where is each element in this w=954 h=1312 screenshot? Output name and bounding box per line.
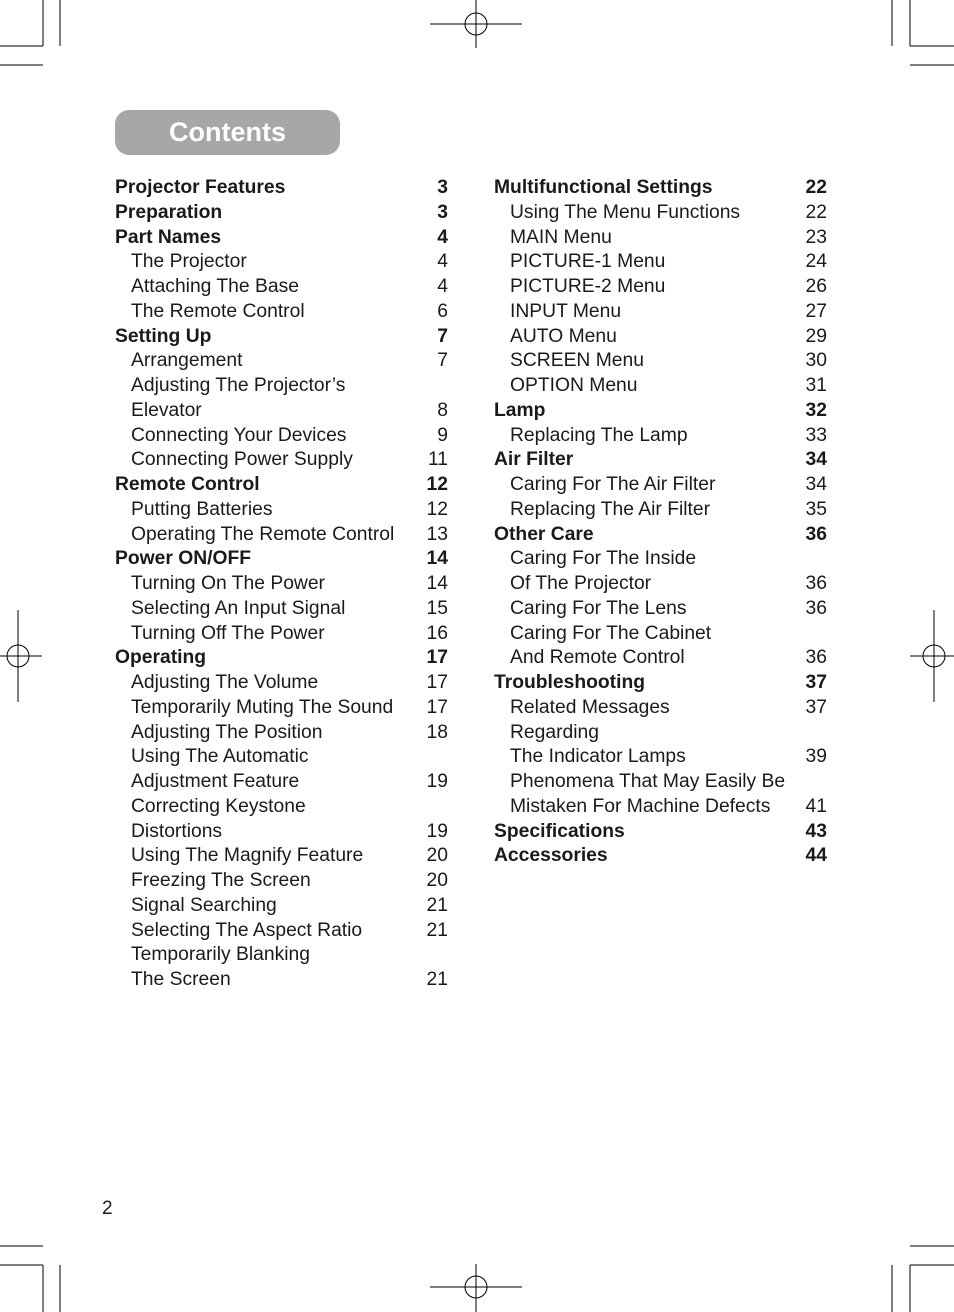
toc-entry-label: Temporarily Blanking	[131, 944, 310, 966]
toc-entry-page: 20	[426, 870, 448, 891]
toc-entry-label: Caring For The Lens	[510, 597, 687, 619]
toc-entry-label: Replacing The Air Filter	[510, 498, 711, 520]
toc-entry-page: 41	[805, 795, 827, 817]
toc-entry-page: 22	[805, 201, 827, 223]
toc-section-entry	[115, 646, 448, 671]
contents-title: Contents	[115, 110, 340, 155]
toc-subsection-entry	[115, 894, 448, 919]
toc-entry-page: 17	[426, 672, 448, 693]
toc-subsection-entry	[494, 597, 827, 622]
toc-entry-page: 7	[437, 325, 448, 347]
toc-subsection-entry	[115, 844, 448, 869]
toc-entry-page: 36	[805, 597, 827, 619]
toc-entry-label: Of The Projector	[510, 573, 652, 594]
page-number: 2	[102, 1198, 113, 1219]
toc-subsection-entry	[494, 325, 827, 350]
toc-entry-label: Elevator	[131, 399, 202, 421]
toc-entry-page: 34	[805, 474, 827, 495]
toc-subsection-entry	[494, 745, 827, 770]
toc-entry-page: 3	[437, 201, 448, 223]
toc-entry-page: 19	[426, 771, 448, 792]
toc-entry-page: 33	[805, 424, 827, 446]
toc-entry-label: The Remote Control	[131, 300, 305, 322]
toc-entry-label: PICTURE-2 Menu	[510, 276, 666, 297]
toc-entry-label: Correcting Keystone	[131, 795, 306, 817]
toc-entry-page: 22	[805, 177, 827, 198]
toc-entry-page: 17	[426, 696, 448, 718]
toc-entry-page: 21	[426, 894, 448, 916]
toc-entry-label: Signal Searching	[131, 894, 277, 916]
toc-subsection-entry	[115, 523, 448, 548]
toc-entry-page: 16	[426, 622, 448, 644]
toc-section-entry	[494, 820, 827, 845]
toc-entry-label: Turning Off The Power	[131, 622, 325, 644]
toc-entry-label: Using The Magnify Feature	[131, 845, 364, 867]
toc-entry-label: Distortions	[131, 820, 223, 842]
toc-entry-page: 4	[437, 251, 448, 273]
toc-subsection-entry	[115, 399, 448, 424]
toc-subsection-entry	[115, 424, 448, 449]
toc-entry-label: Freezing The Screen	[131, 870, 311, 891]
toc-entry-page: 37	[805, 696, 827, 718]
toc-entry-page: 29	[805, 325, 827, 347]
toc-entry-label: SCREEN Menu	[510, 350, 644, 372]
toc-entry-label: Caring For The Inside	[510, 548, 697, 570]
toc-entry-page: 4	[437, 276, 448, 297]
toc-entry-page: 27	[805, 300, 827, 322]
toc-subsection-entry	[115, 721, 448, 746]
toc-entry-label: Temporarily Muting The Sound	[131, 696, 394, 718]
toc-subsection-entry	[115, 820, 448, 845]
toc-section-entry	[494, 448, 827, 473]
toc-entry-label: Related Messages	[510, 696, 670, 718]
toc-entry-label: AUTO Menu	[510, 325, 617, 347]
toc-entry-page: 37	[805, 672, 827, 693]
toc-entry-label: Multifunctional Settings	[494, 177, 713, 198]
toc-entry-label: Other Care	[494, 523, 594, 545]
toc-section-entry	[494, 523, 827, 548]
toc-entry-page: 30	[805, 350, 827, 372]
toc-subsection-entry	[494, 226, 827, 251]
toc-subsection-entry	[115, 250, 448, 275]
toc-subsection-entry	[115, 968, 448, 993]
toc-entry-label: Preparation	[115, 201, 223, 223]
toc-subsection-entry	[494, 622, 827, 647]
toc-entry-page: 36	[805, 647, 827, 669]
toc-entry-page: 44	[805, 845, 827, 867]
toc-entry-label: Regarding	[510, 721, 599, 743]
toc-subsection-entry	[115, 770, 448, 795]
toc-entry-label: Lamp	[494, 399, 546, 421]
toc-entry-page: 24	[805, 251, 827, 273]
toc-entry-label: Mistaken For Machine Defects	[510, 795, 771, 817]
toc-entry-page: 36	[805, 573, 827, 594]
toc-entry-page: 21	[426, 919, 448, 941]
toc-entry-label: The Screen	[131, 969, 231, 990]
toc-entry-page: 7	[437, 350, 448, 372]
toc-entry-label: Caring For The Cabinet	[510, 622, 712, 644]
toc-subsection-entry	[494, 424, 827, 449]
toc-entry-page: 14	[426, 573, 448, 594]
toc-subsection-entry	[115, 745, 448, 770]
toc-entry-label: Using The Automatic	[131, 746, 309, 768]
toc-entry-label: Adjusting The Projector’s	[131, 375, 346, 396]
toc-entry-page: 43	[805, 820, 827, 842]
toc-section-entry	[494, 844, 827, 869]
toc-subsection-entry	[494, 374, 827, 399]
toc-entry-page: 26	[805, 276, 827, 297]
toc-subsection-entry	[494, 646, 827, 671]
toc-entry-label: Arrangement	[131, 350, 243, 372]
toc-section-entry	[115, 176, 448, 201]
toc-subsection-entry	[494, 250, 827, 275]
toc-entry-page: 14	[426, 548, 448, 570]
toc-entry-label: PICTURE-1 Menu	[510, 251, 666, 273]
toc-entry-label: Using The Menu Functions	[510, 201, 741, 223]
toc-subsection-entry	[115, 943, 448, 968]
toc-subsection-entry	[494, 300, 827, 325]
toc-entry-label: Phenomena That May Easily Be	[510, 771, 786, 792]
toc-subsection-entry	[494, 696, 827, 721]
toc-entry-page: 12	[426, 474, 448, 495]
toc-subsection-entry	[494, 572, 827, 597]
toc-entry-label: Adjustment Feature	[131, 771, 300, 792]
toc-left-column	[115, 176, 448, 993]
toc-entry-page: 6	[437, 300, 448, 322]
toc-entry-page: 15	[426, 597, 448, 619]
toc-entry-label: Caring For The Air Filter	[510, 474, 716, 495]
toc-entry-label: Air Filter	[494, 449, 574, 471]
toc-subsection-entry	[494, 795, 827, 820]
toc-entry-label: Replacing The Lamp	[510, 424, 688, 446]
toc-entry-label: Projector Features	[115, 177, 286, 198]
toc-right-column	[494, 176, 827, 869]
toc-entry-label: The Projector	[131, 251, 247, 273]
toc-section-entry	[115, 325, 448, 350]
toc-subsection-entry	[494, 547, 827, 572]
toc-section-entry	[494, 399, 827, 424]
toc-section-entry	[494, 176, 827, 201]
toc-entry-label: Turning On The Power	[131, 573, 325, 594]
toc-entry-label: Setting Up	[115, 325, 212, 347]
toc-entry-page: 12	[426, 498, 448, 520]
toc-entry-page: 23	[805, 226, 827, 248]
toc-entry-page: 3	[437, 177, 448, 198]
toc-subsection-entry	[115, 498, 448, 523]
toc-entry-label: Remote Control	[115, 474, 260, 495]
toc-entry-page: 18	[426, 721, 448, 743]
toc-subsection-entry	[115, 275, 448, 300]
toc-entry-page: 17	[426, 647, 448, 669]
toc-entry-label: Selecting The Aspect Ratio	[131, 919, 363, 941]
toc-entry-label: MAIN Menu	[510, 226, 612, 248]
toc-subsection-entry	[494, 498, 827, 523]
toc-section-entry	[494, 671, 827, 696]
toc-entry-page: 4	[437, 226, 448, 248]
toc-entry-page: 13	[426, 523, 448, 545]
toc-entry-label: Adjusting The Volume	[131, 672, 319, 693]
toc-entry-page: 11	[427, 449, 448, 471]
toc-entry-page: 19	[426, 820, 448, 842]
toc-entry-label: Selecting An Input Signal	[131, 597, 346, 619]
toc-subsection-entry	[115, 869, 448, 894]
toc-subsection-entry	[494, 201, 827, 226]
toc-entry-label: Putting Batteries	[131, 498, 273, 520]
toc-entry-label: Operating The Remote Control	[131, 523, 395, 545]
toc-subsection-entry	[115, 349, 448, 374]
toc-entry-page: 20	[426, 845, 448, 867]
toc-subsection-entry	[115, 919, 448, 944]
toc-entry-page: 31	[805, 375, 827, 396]
toc-subsection-entry	[115, 448, 448, 473]
toc-entry-label: Part Names	[115, 226, 222, 248]
toc-entry-label: Connecting Your Devices	[131, 424, 347, 446]
toc-entry-label: Specifications	[494, 820, 625, 842]
toc-entry-label: Operating	[115, 647, 207, 669]
toc-entry-page: 36	[805, 523, 827, 545]
toc-entry-label: The Indicator Lamps	[510, 746, 686, 768]
toc-entry-label: Attaching The Base	[131, 276, 299, 297]
toc-subsection-entry	[115, 795, 448, 820]
toc-entry-label: INPUT Menu	[510, 300, 622, 322]
toc-subsection-entry	[494, 721, 827, 746]
toc-section-entry	[115, 547, 448, 572]
toc-subsection-entry	[494, 275, 827, 300]
toc-subsection-entry	[115, 597, 448, 622]
toc-subsection-entry	[115, 671, 448, 696]
toc-entry-page: 32	[805, 399, 827, 421]
toc-subsection-entry	[115, 374, 448, 399]
toc-entry-label: Accessories	[494, 845, 608, 867]
toc-subsection-entry	[115, 696, 448, 721]
toc-subsection-entry	[115, 572, 448, 597]
toc-subsection-entry	[494, 473, 827, 498]
toc-entry-page: 21	[426, 969, 448, 990]
toc-section-entry	[115, 201, 448, 226]
toc-subsection-entry	[494, 349, 827, 374]
toc-section-entry	[115, 473, 448, 498]
toc-entry-page: 9	[437, 424, 448, 446]
toc-subsection-entry	[115, 622, 448, 647]
toc-entry-label: Connecting Power Supply	[131, 449, 353, 471]
toc-entry-label: OPTION Menu	[510, 375, 638, 396]
toc-entry-page: 8	[437, 399, 448, 421]
toc-entry-page: 35	[805, 498, 827, 520]
toc-entry-label: Troubleshooting	[494, 672, 646, 693]
toc-subsection-entry	[494, 770, 827, 795]
toc-entry-page: 34	[805, 449, 827, 471]
toc-entry-label: Adjusting The Position	[131, 721, 323, 743]
toc-section-entry	[115, 226, 448, 251]
toc-entry-label: Power ON/OFF	[115, 548, 252, 570]
toc-entry-label: And Remote Control	[510, 647, 685, 669]
toc-subsection-entry	[115, 300, 448, 325]
toc-entry-page: 39	[805, 746, 827, 768]
